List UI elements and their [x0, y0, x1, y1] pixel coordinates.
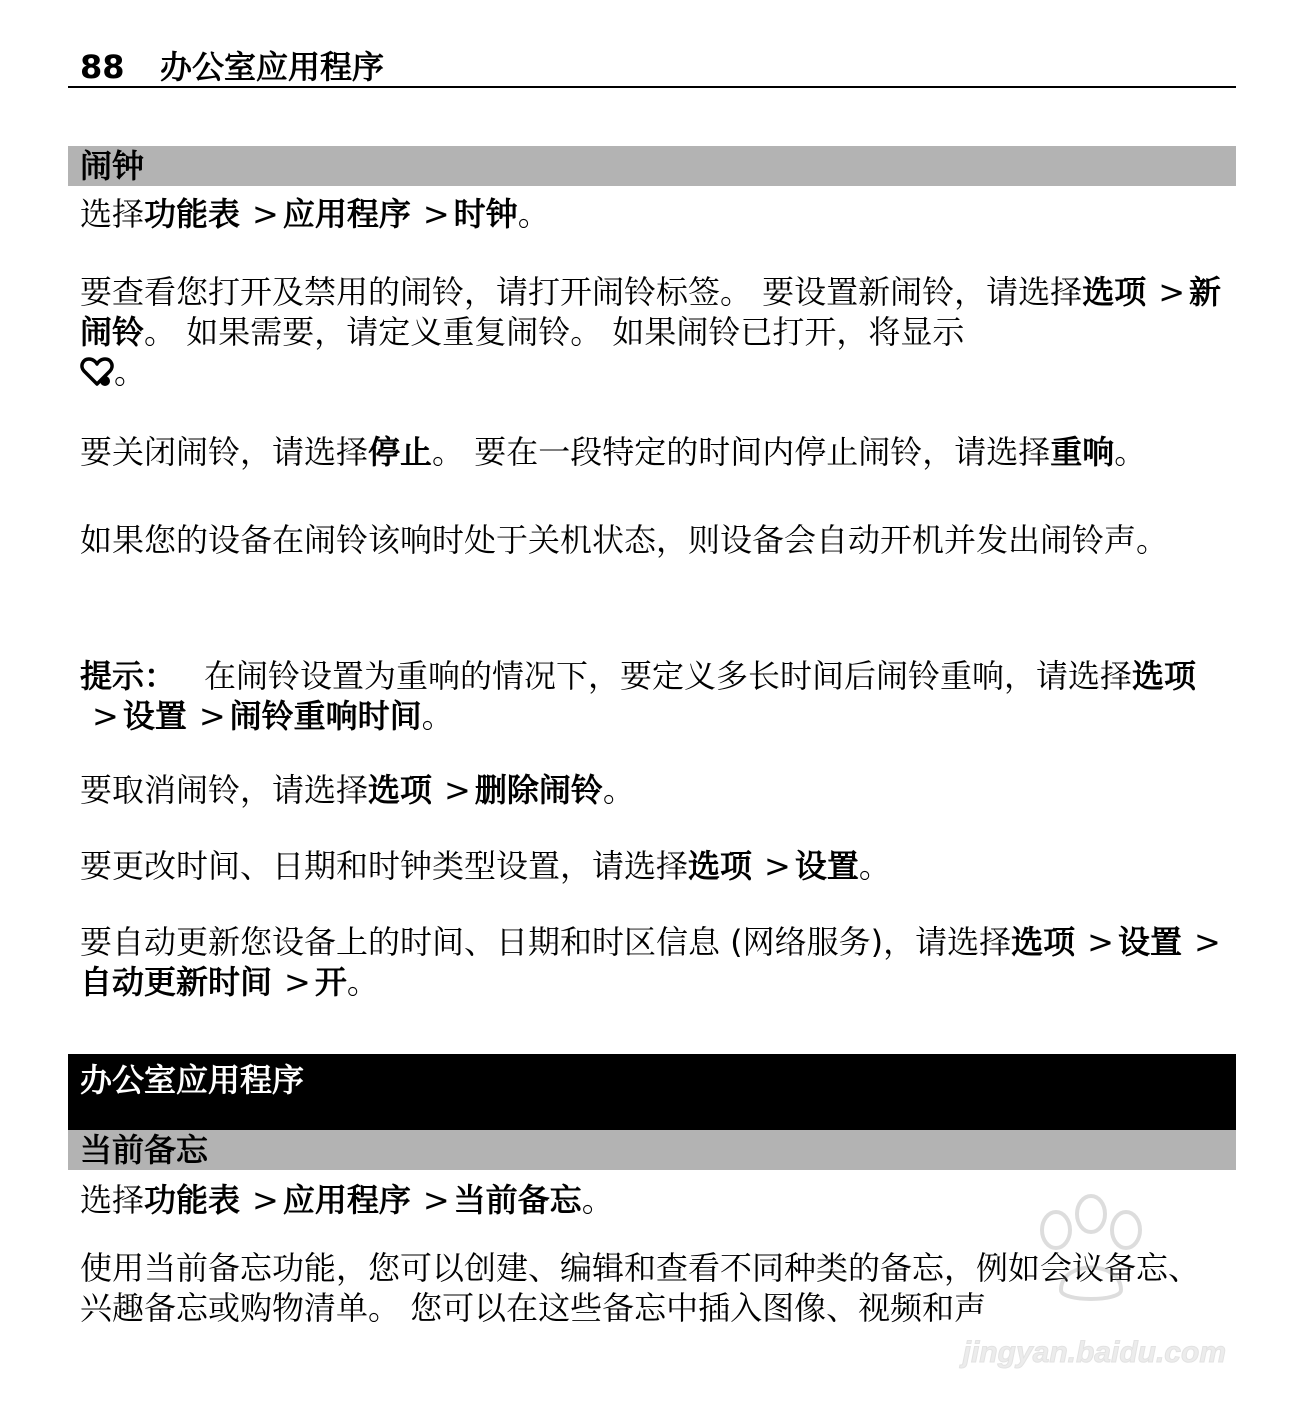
menu-link: 自动更新时间	[80, 963, 273, 1001]
menu-link: 停止	[368, 433, 433, 471]
text: 选择	[80, 1181, 145, 1219]
text: 。	[602, 771, 635, 809]
text: 使用当前备忘功能，您可以创建、编辑和查看不同种类的备忘，例如会议备忘、兴趣备忘或购物清单。 您可以在这些备忘中插入图像、视频和声	[80, 1249, 1201, 1327]
arrow-separator: >	[284, 963, 311, 1001]
menu-link: 设置	[794, 847, 859, 885]
text: 。	[421, 697, 454, 735]
text: 。	[858, 847, 891, 885]
alarm-active-icon	[80, 355, 114, 389]
arrow-separator: >	[422, 195, 450, 233]
alarm-view-paragraph	[80, 272, 1230, 392]
arrow-separator: >	[422, 1181, 450, 1219]
menu-link: 选项	[1082, 273, 1147, 311]
arrow-separator: >	[444, 771, 471, 809]
tip-label: 提示：	[80, 657, 177, 695]
section-heading-notes	[68, 1130, 1236, 1170]
arrow-separator: >	[1158, 273, 1186, 311]
text: 如果您的设备在闹铃该响时处于关机状态，则设备会自动开机并发出闹铃声。	[80, 521, 1169, 559]
paw-logo-icon	[1016, 1190, 1166, 1310]
text: 要自动更新您设备上的时间、日期和时区信息 (网络服务)，请选择	[80, 923, 1012, 961]
menu-link: 闹铃重响时间	[229, 697, 422, 735]
menu-link: 设置	[122, 697, 187, 735]
menu-link: 选项	[688, 847, 753, 885]
header-title: 办公室应用程序	[160, 48, 385, 86]
tip-paragraph	[80, 656, 1230, 736]
arrow-separator: >	[1087, 923, 1114, 961]
text: 在闹铃设置为重响的情况下，要定义多长时间后闹铃重响，请选择	[204, 657, 1133, 695]
menu-link: 选项	[1011, 923, 1076, 961]
alarm-stop-paragraph	[80, 432, 1230, 472]
menu-link: 删除闹铃	[474, 771, 603, 809]
text: 。	[346, 963, 379, 1001]
section-heading-alarm	[68, 146, 1236, 186]
arrow-separator: >	[764, 847, 791, 885]
text: 要取消闹铃，请选择	[80, 771, 369, 809]
watermark-text: jingyan.baidu.com	[962, 1336, 1226, 1369]
menu-link: 选项	[368, 771, 433, 809]
baidu-watermark	[906, 1190, 1226, 1370]
text: 选择	[80, 195, 145, 233]
time-settings-paragraph	[80, 846, 1230, 886]
alarm-poweroff-paragraph	[80, 520, 1230, 560]
alarm-path-paragraph	[80, 194, 1230, 234]
menu-link: 选项	[1132, 657, 1197, 695]
section-heading-text: 当前备忘	[80, 1131, 209, 1169]
menu-link: 设置	[1117, 923, 1182, 961]
menu-link: 应用程序	[282, 195, 411, 233]
text: 。	[517, 195, 550, 233]
menu-link: 当前备忘	[453, 1181, 582, 1219]
chapter-heading-office	[68, 1054, 1236, 1130]
arrow-separator: >	[198, 697, 226, 735]
arrow-separator: >	[1194, 923, 1221, 961]
menu-link: 重响	[1050, 433, 1115, 471]
chapter-heading-text: 办公室应用程序	[80, 1061, 305, 1099]
text: 。 要在一段特定的时间内停止闹铃，请选择	[432, 433, 1051, 471]
menu-link: 时钟	[453, 195, 518, 233]
text: 要查看您打开及禁用的闹铃，请打开闹铃标签。 要设置新闹铃，请选择	[80, 273, 1083, 311]
menu-link: 应用程序	[282, 1181, 411, 1219]
text: 要更改时间、日期和时钟类型设置，请选择	[80, 847, 689, 885]
arrow-separator: >	[252, 1181, 279, 1219]
alarm-delete-paragraph	[80, 770, 1230, 810]
menu-link: 新闹铃	[80, 273, 1222, 351]
text: 要关闭闹铃，请选择	[80, 433, 369, 471]
menu-link: 开	[314, 963, 347, 1001]
page-header	[68, 40, 1236, 88]
arrow-separator: >	[92, 697, 119, 735]
text: 。	[581, 1181, 614, 1219]
auto-update-paragraph	[80, 922, 1230, 1002]
text: 。	[1114, 433, 1147, 471]
section-heading-text: 闹钟	[80, 147, 145, 185]
menu-link: 功能表	[144, 195, 241, 233]
text: 。 如果需要，请定义重复闹铃。 如果闹铃已打开，将显示	[144, 313, 965, 351]
menu-link: 功能表	[144, 1181, 241, 1219]
arrow-separator: >	[252, 195, 279, 233]
page-number: 88	[80, 48, 125, 86]
text: 。	[114, 353, 147, 391]
